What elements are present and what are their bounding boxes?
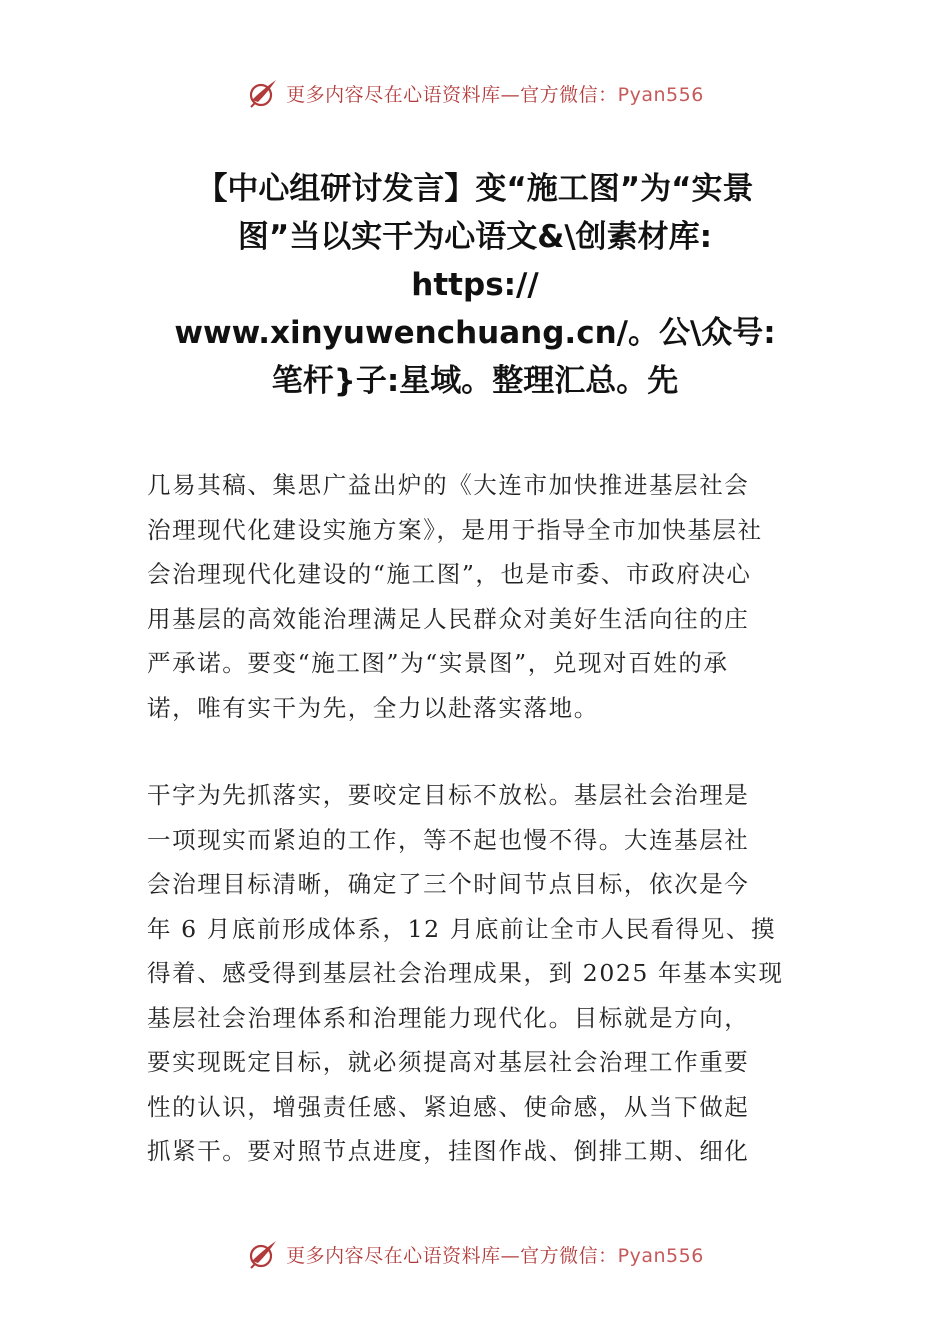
- text-line: 基层社会治理体系和治理能力现代化。目标就是方向，: [147, 1003, 750, 1032]
- text-line: 会治理目标清晰，确定了三个时间节点目标，依次是今: [147, 870, 750, 898]
- title-line: 【中心组研讨发言】变“施工图”为“实景: [196, 171, 754, 207]
- title-line: 图”当以实干为心语文&\创素材库:: [237, 219, 713, 255]
- title-line: www.xinyuwenchuang.cn/。公\众号:: [174, 315, 776, 351]
- body-paragraph-2: [147, 773, 807, 1174]
- title-line: https://: [411, 267, 539, 303]
- watermark-banner-top: [0, 71, 950, 115]
- body-paragraph-1: [147, 463, 807, 730]
- text-line: 干字为先抓落实，要咬定目标不放松。基层社会治理是: [147, 781, 750, 809]
- text-line: 要实现既定目标，就必须提高对基层社会治理工作重要: [147, 1048, 750, 1076]
- text-line: 严承诺。要变“施工图”为“实景图”，兑现对百姓的承: [147, 649, 729, 677]
- quill-logo-icon: [246, 76, 280, 110]
- text-line: 几易其稿、集思广益出炉的《大连市加快推进基层社会: [147, 471, 750, 499]
- title-line: 笔杆}子:星域。整理汇总。先: [271, 363, 679, 399]
- text-line: 一项现实而紧迫的工作，等不起也慢不得。大连基层社: [147, 825, 750, 854]
- text-line: 性的认识，增强责任感、紧迫感、使命感，从当下做起: [147, 1092, 750, 1121]
- text-line: 年 6 月底前形成体系，12 月底前让全市人民看得见、摸: [147, 914, 777, 943]
- text-line: 用基层的高效能治理满足人民群众对美好生活向往的庄: [147, 604, 750, 633]
- quill-logo-icon: [246, 1237, 280, 1271]
- text-line: 抓紧干。要对照节点进度，挂图作战、倒排工期、细化: [147, 1137, 750, 1165]
- watermark-text: 更多内容尽在心语资料库—官方微信：Pyan556: [286, 83, 704, 106]
- watermark-banner-bottom: [0, 1232, 950, 1276]
- wechat-id: Pyan556: [617, 83, 704, 106]
- text-line: 治理现代化建设实施方案》，是用于指导全市加快基层社: [147, 515, 763, 544]
- page-title: [120, 165, 830, 405]
- text-line: 诺，唯有实干为先，全力以赴落实落地。: [147, 693, 599, 722]
- text-line: 得着、感受得到基层社会治理成果，到 2025 年基本实现: [147, 959, 784, 987]
- watermark-text: 更多内容尽在心语资料库—官方微信：Pyan556: [286, 1244, 704, 1267]
- wechat-id: Pyan556: [617, 1244, 704, 1267]
- text-line: 会治理现代化建设的“施工图”，也是市委、市政府决心: [147, 560, 752, 588]
